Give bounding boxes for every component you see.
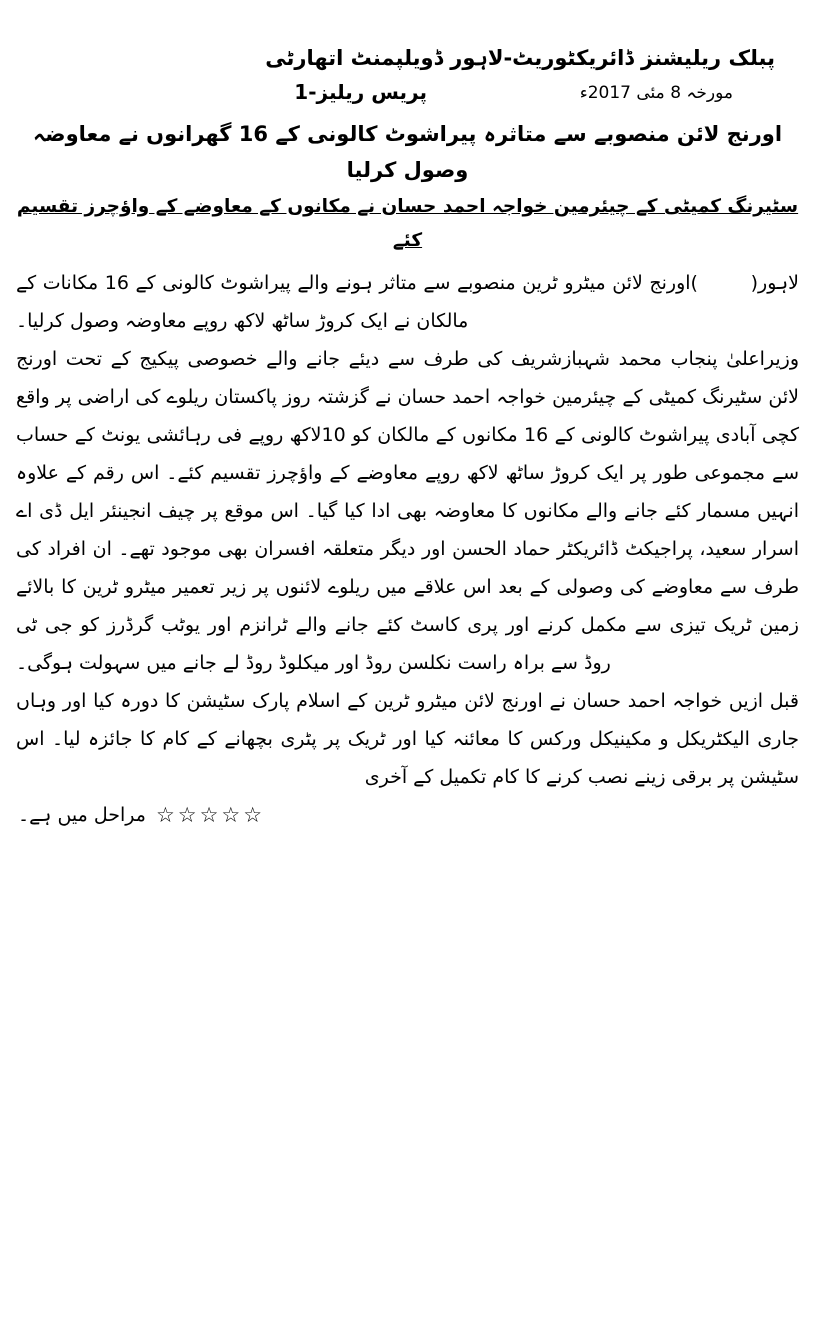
paragraph-lead: لاہور( )اورنج لائن میٹرو ٹرین منصوبے سے متاثر ہونے والے پیراشوٹ کالونی کے 16 مکانات کے مالکان نے ایک کروڑ ساٹھ لاکھ روپے معاوضہ وصول کرلیا۔	[16, 272, 799, 332]
headline: اورنج لائن منصوبے سے متاثرہ پیراشوٹ کالونی کے 16 گھرانوں نے معاوضہ وصول کرلیا	[32, 122, 783, 182]
paragraph-closing: قبل ازیں خواجہ احمد حسان نے اورنج لائن میٹرو ٹرین کے اسلام پارک سٹیشن کا دورہ کیا اور وہاں جاری الیکٹریکل و مکینیکل ورکس کا معائنہ کیا اور ٹریک پر پٹری بچھانے کے کام کا جائزہ لیا۔ اس سٹیشن پر برقی زینے نصب کرنے کا کام تکمیل کے آخری	[16, 690, 799, 788]
subheadline: سٹیرنگ کمیٹی کے چیئرمین خواجہ احمد حسان نے مکانوں کے معاوضے کے واؤچرز تقسیم کئے	[16, 196, 799, 251]
organization-title: پبلک ریلیشنز ڈائریکٹوریٹ-لاہور ڈویلپمنٹ اتھارٹی	[265, 46, 775, 70]
document-date: مورخہ 8 مئی 2017ء	[579, 83, 733, 103]
press-release-number: پریس ریلیز-1	[294, 80, 427, 104]
meta-row	[16, 76, 799, 114]
closing-text: مراحل میں ہے۔	[18, 804, 146, 826]
paragraph-main: وزیراعلیٰ پنجاب محمد شہبازشریف کی طرف سے دیئے جانے والے خصوصی پیکیج کے تحت اورنج لائن سٹیرنگ کمیٹی کے چیئرمین خواجہ احمد حسان نے گزشتہ روز پاکستان ریلوے کی اراضی پر واقع کچی آبادی پیراشوٹ کالونی کے 16 مکانوں کے مالکان کو 10لاکھ روپے فی رہائشی یونٹ کے حساب سے مجموعی طور پر ایک کروڑ ساٹھ لاکھ روپے معاوضے کے واؤچرز تقسیم کئے۔ اس رقم کے علاوہ انہیں مسمار کئے جانے والے مکانوں کا معاوضہ بھی ادا کیا گیا۔ اس موقع پر چیف انجینئر ایل ڈی اے اسرار سعید، پراجیکٹ ڈائریکٹر حماد الحسن اور دیگر متعلقہ افسران بھی موجود تھے۔ ان افراد کی طرف سے معاوضے کی وصولی کے بعد اس علاقے میں ریلوے لائنوں پر زیر تعمیر میٹرو ٹرین کا بالائے زمین ٹریک تیزی سے مکمل کرنے اور پری کاسٹ کئے جانے والے ٹرانزم اور یوٹب گرڈرز کو جی ٹی روڈ سے براہ راست نکلسن روڈ اور میکلوڈ روڈ لے جانے میں سہولت ہوگی۔	[16, 348, 799, 674]
closing-line	[16, 796, 799, 834]
end-of-release-stars: ☆☆☆☆☆	[155, 803, 266, 827]
